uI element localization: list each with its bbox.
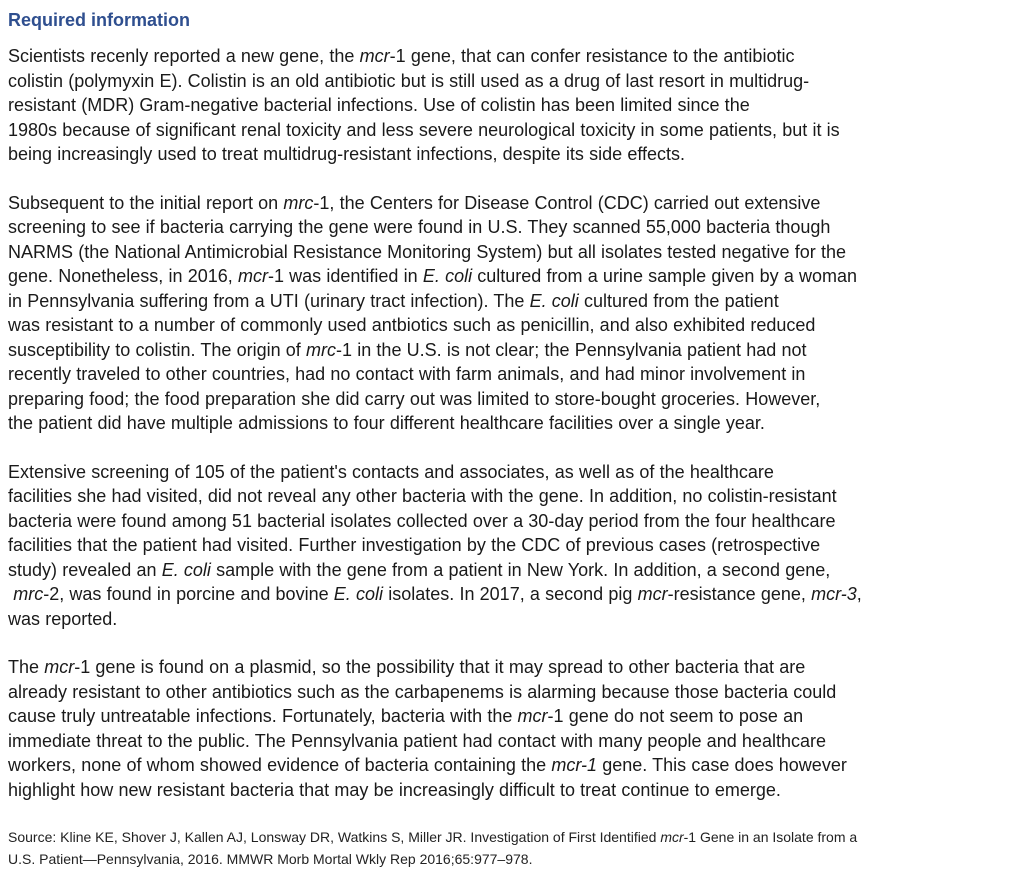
italic-term: E. coli (333, 584, 384, 604)
text-run: screening to see if bacteria carrying the gene were found in U.S. They scanned 55,000 bacteria though (8, 217, 831, 237)
text-run: facilities that the patient had visited. Further investigation by the CDC of previous cases (retrospective (8, 535, 821, 555)
text-line (8, 362, 994, 387)
text-line (8, 264, 994, 289)
text-line (8, 848, 994, 870)
text-line (8, 69, 994, 94)
text-run: was resistant to a number of commonly used antbiotics such as penicillin, and also exhibited reduced (8, 315, 816, 335)
italic-term: mrc (306, 339, 337, 360)
paragraph-2 (8, 191, 994, 436)
text-run: already resistant to other antibiotics such as the carbapenems is alarming because those bacteria could (8, 681, 837, 702)
text-line (8, 338, 994, 363)
text-run: colistin (polymyxin E). Colistin is an old antibiotic but is still used as a drug of last resort in multidrug- (8, 70, 810, 91)
text-line (8, 93, 994, 118)
italic-term: E. coli (529, 290, 579, 311)
text-line (8, 680, 994, 705)
text-line (8, 313, 994, 338)
text-run: gene. Nonetheless, in 2016, (8, 266, 238, 286)
italic-term: mcr (359, 46, 390, 66)
text-run: Subsequent to the initial report on (8, 192, 284, 213)
text-run: highlight how new resistant bacteria that may be increasingly difficult to treat continue to emerge. (8, 779, 781, 800)
text-run: Source: Kline KE, Shover J, Kallen AJ, Lonsway DR, Watkins S, Miller JR. Investigation of First Identified (8, 829, 661, 845)
text-run: in Pennsylvania suffering from a UTI (urinary tract infection). The (8, 290, 530, 311)
italic-term: mcr (237, 266, 268, 286)
text-run: being increasingly used to treat multidrug-resistant infections, despite its side effects. (8, 144, 686, 164)
text-run: isolates. In 2017, a second pig (383, 584, 638, 604)
text-line (8, 215, 994, 240)
paragraph-4 (8, 655, 994, 802)
text-run: cultured from the patient (578, 290, 779, 311)
text-run: Extensive screening of 105 of the patient's contacts and associates, as well as of the healthcare (8, 461, 774, 482)
text-run: , (856, 584, 862, 604)
text-run: -1 in the U.S. is not clear; the Pennsylvania patient had not (336, 339, 807, 360)
text-run: was reported. (8, 608, 118, 629)
text-run: -1 was identified in (267, 266, 423, 286)
text-line (8, 387, 994, 412)
text-run: bacteria were found among 51 bacterial isolates collected over a 30-day period from the four healthcare (8, 510, 836, 531)
text-line (8, 240, 994, 265)
text-run: NARMS (the National Antimicrobial Resistance Monitoring System) but all isolates tested negative for the (8, 241, 846, 262)
text-run: -resistance gene, (667, 584, 812, 604)
italic-term: mrc (283, 192, 314, 213)
text-line (8, 484, 994, 509)
italic-term: mrc (13, 584, 44, 604)
italic-term: mcr-3 (811, 584, 857, 604)
text-line (8, 411, 994, 436)
text-line (8, 826, 994, 848)
source-citation (8, 826, 994, 870)
italic-term: mcr (660, 829, 684, 845)
text-run: the patient did have multiple admissions to four different healthcare facilities over a single year. (8, 413, 765, 433)
italic-term: mcr-1 (551, 755, 597, 775)
text-line (8, 142, 994, 167)
text-run: immediate threat to the public. The Pennsylvania patient had contact with many people and healthcare (8, 730, 826, 751)
text-run: -1, the Centers for Disease Control (CDC) carried out extensive (313, 192, 821, 213)
text-run: -1 Gene in an Isolate from a (683, 829, 858, 845)
text-line (8, 289, 994, 314)
text-line (8, 607, 994, 632)
text-line (8, 704, 994, 729)
italic-term: E. coli (161, 559, 211, 580)
italic-term: mcr (44, 657, 75, 677)
paragraph-1 (8, 44, 994, 167)
text-line (8, 778, 994, 803)
text-run: -1 gene do not seem to pose an (547, 706, 804, 726)
italic-term: E. coli (422, 266, 473, 286)
text-run: resistant (MDR) Gram-negative bacterial infections. Use of colistin has been limited since the (8, 95, 750, 115)
text-line (8, 729, 994, 754)
text-run: -1 gene, that can confer resistance to the antibiotic (389, 46, 795, 66)
page-heading: Required information (8, 10, 191, 30)
text-run: workers, none of whom showed evidence of bacteria containing the (8, 755, 552, 775)
italic-term: mcr (637, 584, 668, 604)
text-line (8, 44, 994, 69)
text-run: U.S. Patient—Pennsylvania, 2016. MMWR Morb Mortal Wkly Rep 2016;65:977–978. (8, 851, 533, 867)
text-run: Scientists recenly reported a new gene, the (8, 46, 360, 66)
text-line (8, 118, 994, 143)
text-run: The (8, 657, 45, 677)
text-run: susceptibility to colistin. The origin of (8, 339, 307, 360)
text-run: 1980s because of significant renal toxicity and less severe neurological toxicity in some patients, but it is (8, 119, 840, 140)
text-run: study) revealed an (8, 559, 162, 580)
text-run: sample with the gene from a patient in New York. In addition, a second gene, (210, 559, 831, 580)
text-line (8, 582, 994, 607)
text-run: -1 gene is found on a plasmid, so the possibility that it may spread to other bacteria that are (74, 657, 806, 677)
text-line (8, 753, 994, 778)
text-run: facilities she had visited, did not reveal any other bacteria with the gene. In addition, no colistin-resistant (8, 486, 837, 506)
italic-term: mcr (517, 706, 548, 726)
text-run: cause truly untreatable infections. Fortunately, bacteria with the (8, 706, 518, 726)
text-line (8, 509, 994, 534)
text-line (8, 655, 994, 680)
text-line (8, 191, 994, 216)
text-run: gene. This case does however (597, 755, 847, 775)
paragraph-3 (8, 460, 994, 632)
text-line (8, 533, 994, 558)
text-run: preparing food; the food preparation she did carry out was limited to store-bought groceries. However, (8, 388, 821, 409)
text-run: recently traveled to other countries, had no contact with farm animals, and had minor involvement in (8, 364, 806, 384)
text-run: -2, was found in porcine and bovine (43, 584, 334, 604)
text-line (8, 460, 994, 485)
text-line (8, 558, 994, 583)
text-run: cultured from a urine sample given by a woman (472, 266, 858, 286)
